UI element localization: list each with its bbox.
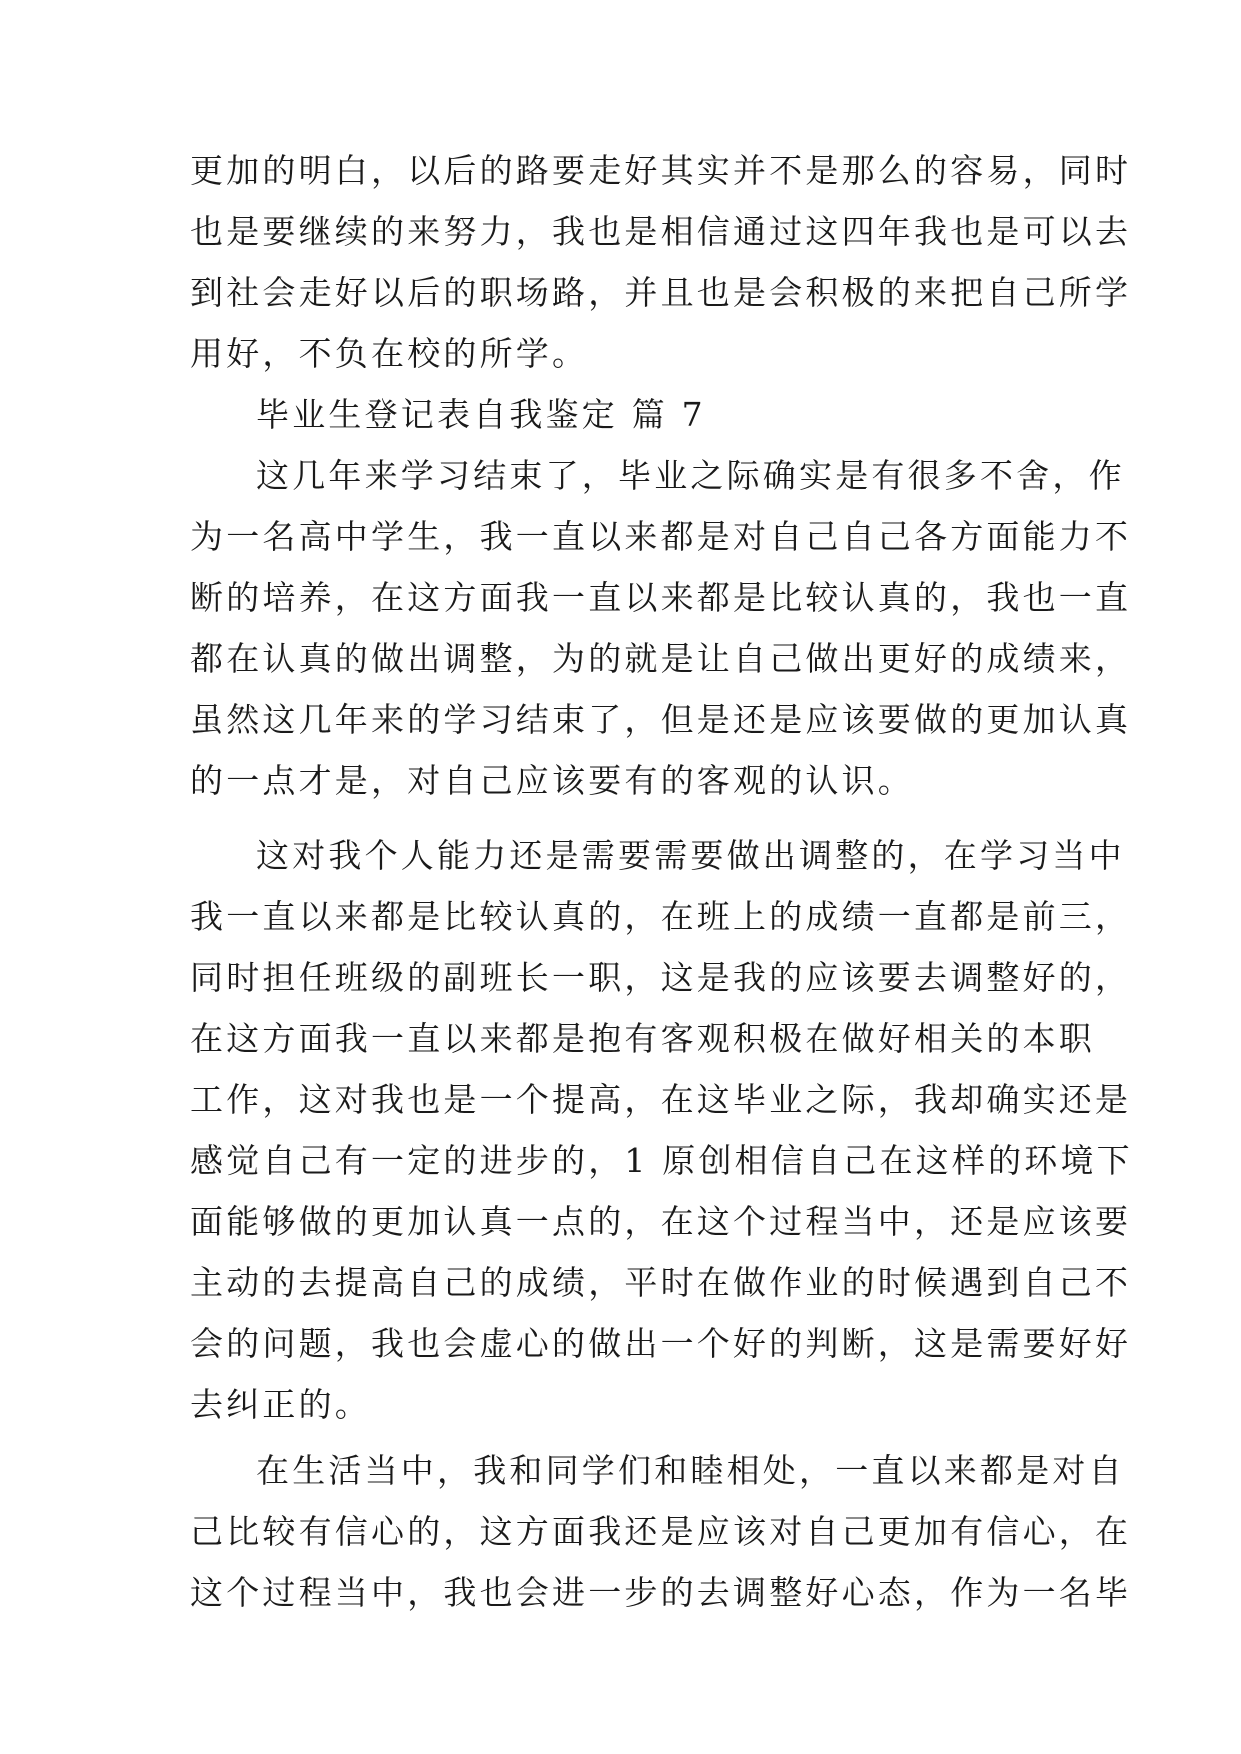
paragraph-3-line-7: 面能够做的更加认真一点的，在这个过程当中，还是应该要 — [190, 1202, 1132, 1241]
paragraph-4-line-3: 这个过程当中，我也会进一步的去调整好心态，作为一名毕 — [190, 1573, 1132, 1612]
paragraph-1-line-4: 用好，不负在校的所学。 — [190, 334, 589, 373]
paragraph-2-line-3: 断的培养，在这方面我一直以来都是比较认真的，我也一直 — [190, 578, 1132, 617]
paragraph-3-line-8: 主动的去提高自己的成绩，平时在做作业的时候遇到自己不 — [190, 1263, 1132, 1302]
document-text — [190, 140, 1133, 1623]
paragraph-2-line-4: 都在认真的做出调整，为的就是让自己做出更好的成绩来， — [190, 639, 1132, 678]
paragraph-1-line-2: 也是要继续的来努力，我也是相信通过这四年我也是可以去 — [190, 212, 1132, 251]
paragraph-2-line-1: 这几年来学习结束了，毕业之际确实是有很多不舍，作 — [256, 456, 1125, 495]
paragraph-1-line-3: 到社会走好以后的职场路，并且也是会积极的来把自己所学 — [190, 273, 1132, 312]
paragraph-3-line-3: 同时担任班级的副班长一职，这是我的应该要去调整好的， — [190, 958, 1132, 997]
paragraph-4-line-2: 己比较有信心的，这方面我还是应该对自己更加有信心，在 — [190, 1512, 1132, 1551]
paragraph-gap — [190, 811, 1060, 825]
paragraph-3-line-1: 这对我个人能力还是需要需要做出调整的，在学习当中 — [256, 836, 1125, 875]
paragraph-3-line-9: 会的问题，我也会虚心的做出一个好的判断，这是需要好好 — [190, 1324, 1132, 1363]
section-heading: 毕业生登记表自我鉴定 篇 7 — [256, 395, 706, 434]
paragraph-3-line-6: 感觉自己有一定的进步的，1 原创相信自己在这样的环境下 — [190, 1141, 1133, 1180]
paragraph-3-line-4: 在这方面我一直以来都是抱有客观积极在做好相关的本职 — [190, 1019, 1095, 1058]
paragraph-3-line-5: 工作，这对我也是一个提高，在这毕业之际，我却确实还是 — [190, 1080, 1132, 1119]
paragraph-3-line-10: 去纠正的。 — [190, 1385, 371, 1424]
paragraph-1-line-1: 更加的明白，以后的路要走好其实并不是那么的容易，同时 — [190, 151, 1132, 190]
paragraph-2-line-6: 的一点才是，对自己应该要有的客观的认识。 — [190, 761, 914, 800]
paragraph-3-line-2: 我一直以来都是比较认真的，在班上的成绩一直都是前三， — [190, 897, 1132, 936]
paragraph-4-line-1: 在生活当中，我和同学们和睦相处，一直以来都是对自 — [256, 1451, 1125, 1490]
paragraph-2-line-5: 虽然这几年来的学习结束了，但是还是应该要做的更加认真 — [190, 700, 1132, 739]
paragraph-2-line-2: 为一名高中学生，我一直以来都是对自己自己各方面能力不 — [190, 517, 1132, 556]
